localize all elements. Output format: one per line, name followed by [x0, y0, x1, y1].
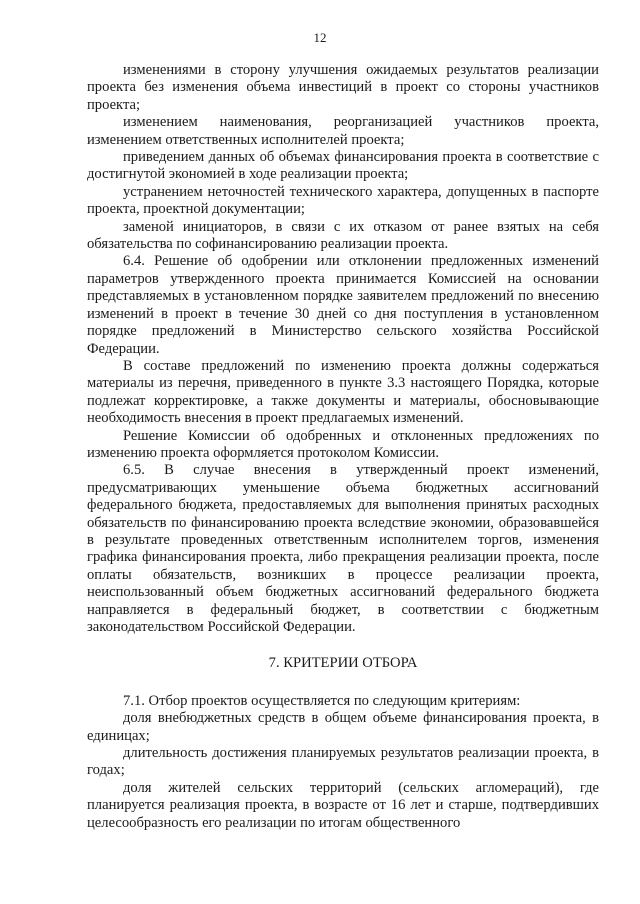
section-heading: 7. КРИТЕРИИ ОТБОРА: [268, 655, 418, 672]
paragraph: устранением неточностей технического характера, допущенных в паспорте проекта, проектной документации;: [87, 183, 599, 218]
paragraph: заменой инициаторов, в связи с их отказом от ранее взятых на себя обязательства по софинансированию реализации проекта.: [87, 218, 599, 253]
paragraph-6-4: 6.4. Решение об одобрении или отклонении предложенных изменений параметров утвержденного проекта принимается Комиссией на основании представляемых в установленном порядке заявителем предложений по внесению изменений в проект в течение 30 дней со дня поступления в установленном порядке предложений в Министерство сельского хозяйства Российской Федерации.: [87, 253, 599, 357]
criterion-item: доля жителей сельских территорий (сельских агломераций), где планируется реализация проекта, в возрасте от 16 лет и старше, подтвердивших целесообразность его реализации по итогам общественного: [87, 779, 599, 831]
paragraph: изменениями в сторону улучшения ожидаемых результатов реализации проекта без изменения объема инвестиций в проект со стороны участников проекта;: [87, 62, 599, 113]
paragraph-6-5: 6.5. В случае внесения в утвержденный проект изменений, предусматривающих уменьшение объема бюджетных ассигнований федерального бюджета, предоставляемых для выполнения принятых расходных обязательств по финансированию проекта вследствие экономии, образовавшейся в результате проведенных ответственным исполнителем торгов, изменения графика финансирования проекта, либо прекращения реализации проекта, после оплаты обязательств, возникших в процессе реализации проекта, неиспользованный объем бюджетных ассигнований федерального бюджета направляется в федеральный бюджет, в соответствии с бюджетным законодательством Российской Федерации.: [87, 462, 599, 635]
paragraph: В составе предложений по изменению проекта должны содержаться материалы из перечня, приведенного в пункте 3.3 настоящего Порядка, которые подлежат корректировке, а также документы и материалы, обосновывающие необходимость внесения в проект предлагаемых изменений.: [87, 357, 599, 427]
criterion-item: доля внебюджетных средств в общем объеме финансирования проекта, в единицах;: [87, 710, 599, 744]
paragraph: Решение Комиссии об одобренных и отклоненных предложениях по изменению проекта оформляется протоколом Комиссии.: [87, 427, 599, 461]
page-number: 12: [313, 30, 327, 45]
criterion-item: длительность достижения планируемых результатов реализации проекта, в годах;: [87, 745, 599, 779]
document-body: [87, 62, 599, 832]
paragraph-7-1: 7.1. Отбор проектов осуществляется по следующим критериям:: [123, 692, 521, 709]
paragraph: изменением наименования, реорганизацией участников проекта, изменением ответственных исполнителей проекта;: [87, 114, 599, 148]
paragraph: приведением данных об объемах финансирования проекта в соответствие с достигнутой экономией в ходе реализации проекта;: [87, 149, 599, 183]
